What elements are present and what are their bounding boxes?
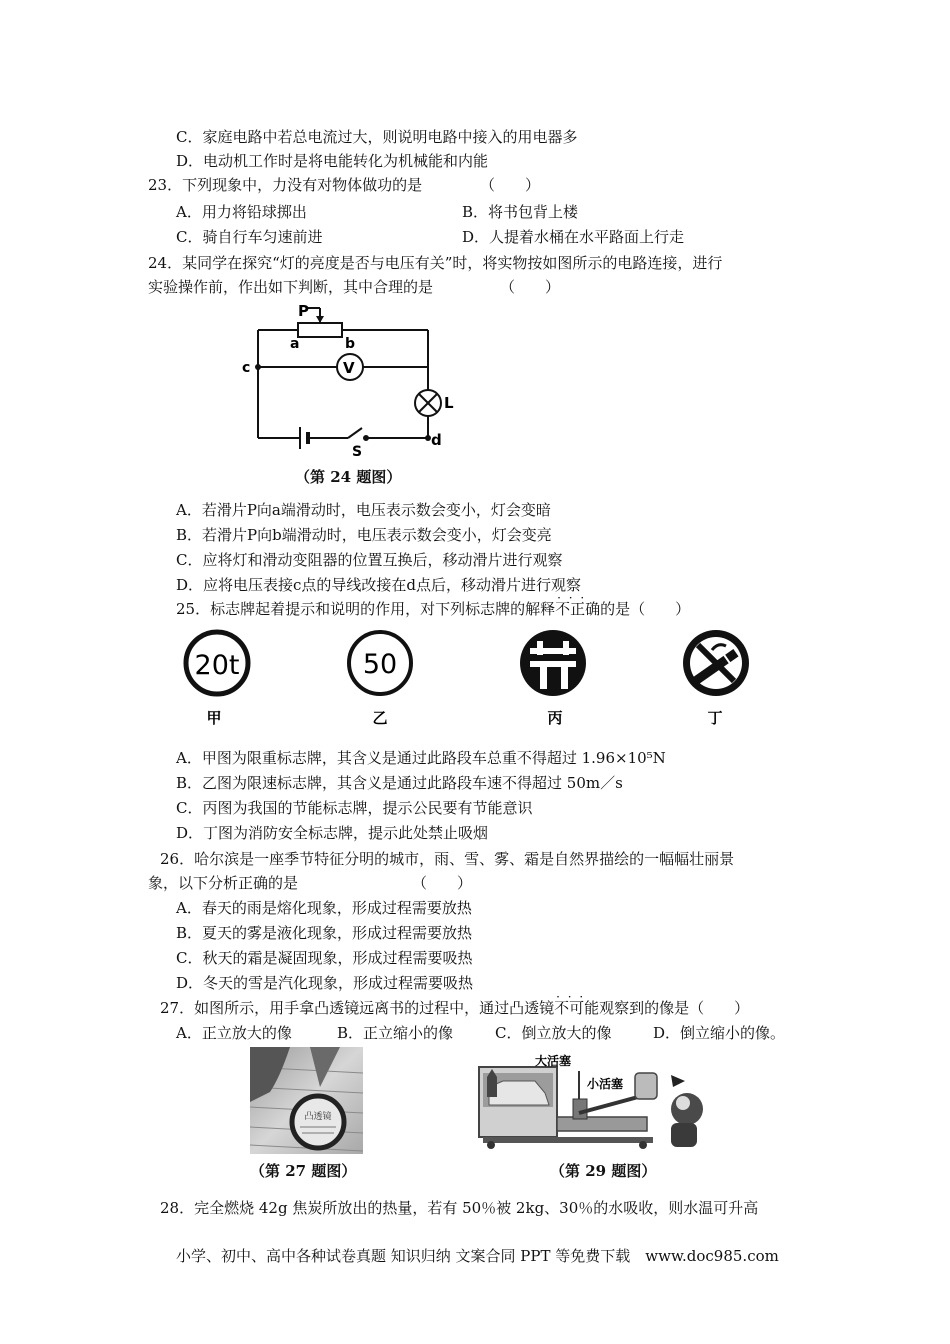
q27-stem: 27．如图所示，用手拿凸透镜远离书的过程中，通过凸透镜不可能 · · ·观察到的像是（ ）: [160, 998, 749, 1018]
q26-option-b: B．夏天的雾是液化现象，形成过程需要放热: [176, 924, 473, 942]
q24-answer-paren: （ ）: [500, 278, 561, 296]
q23-option-b: B．将书包背上楼: [462, 203, 579, 221]
q25-signs-figure: [180, 628, 770, 728]
q27-stem-emphasis: 不可能 · · ·: [554, 999, 599, 1017]
q24-stem-line-2: 实验操作前，作出如下判断，其中合理的是: [148, 278, 434, 296]
q24-option-a: A．若滑片P向a端滑动时，电压表示数会变小，灯会变暗: [176, 501, 551, 519]
q27-option-c: C．倒立放大的像: [495, 1024, 612, 1042]
q23-option-a: A．用力将铅球掷出: [176, 203, 307, 221]
q24-option-c: C．应将灯和滑动变阻器的位置互换后，移动滑片进行观察: [176, 551, 563, 569]
small-piston-label: 小活塞: [587, 1077, 624, 1091]
q24-option-d: D．应将电压表接c点的导线改接在d点后，移动滑片进行观察: [176, 576, 582, 594]
sign-jia-label: 甲: [206, 709, 222, 727]
switch: [348, 428, 362, 438]
q27-option-b: B．正立缩小的像: [337, 1024, 454, 1042]
q27-lens-photo: [250, 1047, 363, 1154]
q26-answer-paren: （ ）: [412, 874, 473, 892]
sign-ding-label: 丁: [707, 709, 723, 727]
q23-answer-paren: （ ）: [480, 176, 541, 194]
q24-circuit-diagram: [238, 300, 468, 460]
q25-option-a: A．甲图为限重标志牌，其含义是通过此路段车总重不得超过 1.96×10⁵N: [176, 749, 666, 767]
label-c: c: [242, 360, 251, 376]
q27-option-d: D．倒立缩小的像。: [653, 1024, 786, 1042]
label-a: a: [290, 336, 300, 352]
lens-ring: [292, 1096, 344, 1148]
q26-stem-line-2: 象，以下分析正确的是: [148, 874, 299, 892]
label-s: S: [352, 444, 363, 460]
q26-option-c: C．秋天的霜是凝固现象，形成过程需要吸热: [176, 949, 473, 967]
sign-yi-text: 50: [362, 649, 398, 680]
label-v: V: [343, 359, 355, 377]
q22-option-d: D．电动机工作时是将电能转化为机械能和内能: [176, 152, 489, 170]
q25-stem-emphasis: 不正确 · · ·: [555, 600, 600, 618]
page-footer: 小学、初中、高中各种试卷真题 知识归纳 文案合同 PPT 等免费下载 www.doc985.com: [176, 1247, 779, 1265]
rheostat: [298, 323, 342, 337]
q25-option-c: C．丙图为我国的节能标志牌，提示公民要有节能意识: [176, 799, 533, 817]
big-piston-label: 大活塞: [535, 1054, 572, 1068]
sign-jia-text: 20t: [194, 650, 240, 681]
q25-stem: 25．标志牌起着提示和说明的作用，对下列标志牌的解释不正确 · · ·的是（ ）: [176, 599, 690, 619]
q26-option-a: A．春天的雨是熔化现象，形成过程需要放热: [176, 899, 472, 917]
q25-option-b: B．乙图为限速标志牌，其含义是通过此路段车速不得超过 50m／s: [176, 774, 623, 792]
sign-bing-label: 丙: [547, 709, 563, 727]
q24-figure-caption: （第 24 题图）: [295, 468, 402, 486]
q25-option-d: D．丁图为消防安全标志牌，提示此处禁止吸烟: [176, 824, 489, 842]
label-l: L: [444, 394, 454, 412]
sign-yi-label: 乙: [372, 709, 388, 727]
label-d: d: [431, 431, 442, 449]
label-b: b: [345, 336, 356, 352]
q23-stem: 23．下列现象中，力没有对物体做功的是: [148, 176, 423, 194]
q26-stem-line-1: 26．哈尔滨是一座季节特征分明的城市，雨、雪、雾、霜是自然界描绘的一幅幅壮丽景: [160, 850, 735, 868]
q28-stem: 28．完全燃烧 42g 焦炭所放出的热量，若有 50％被 2kg、30％的水吸收，则水温可升高: [160, 1199, 759, 1217]
q24-option-b: B．若滑片P向b端滑动时，电压表示数会变小，灯会变亮: [176, 526, 552, 544]
q29-hydraulic-figure: [475, 1053, 715, 1153]
q26-option-d: D．冬天的雪是汽化现象，形成过程需要吸热: [176, 974, 474, 992]
q29-figure-caption: （第 29 题图）: [550, 1162, 657, 1180]
q23-option-d: D．人提着水桶在水平路面上行走: [462, 228, 685, 246]
q22-option-c: C．家庭电路中若总电流过大，则说明电路中接入的用电器多: [176, 128, 578, 146]
q27-figure-caption: （第 27 题图）: [250, 1162, 357, 1180]
label-p: P: [298, 302, 309, 320]
q24-stem-line-1: 24．某同学在探究“灯的亮度是否与电压有关”时，将实物按如图所示的电路连接，进行: [148, 254, 723, 272]
lens-text: 凸透镜: [304, 1112, 332, 1122]
q23-option-c: C．骑自行车匀速前进: [176, 228, 323, 246]
q27-option-a: A．正立放大的像: [176, 1024, 292, 1042]
